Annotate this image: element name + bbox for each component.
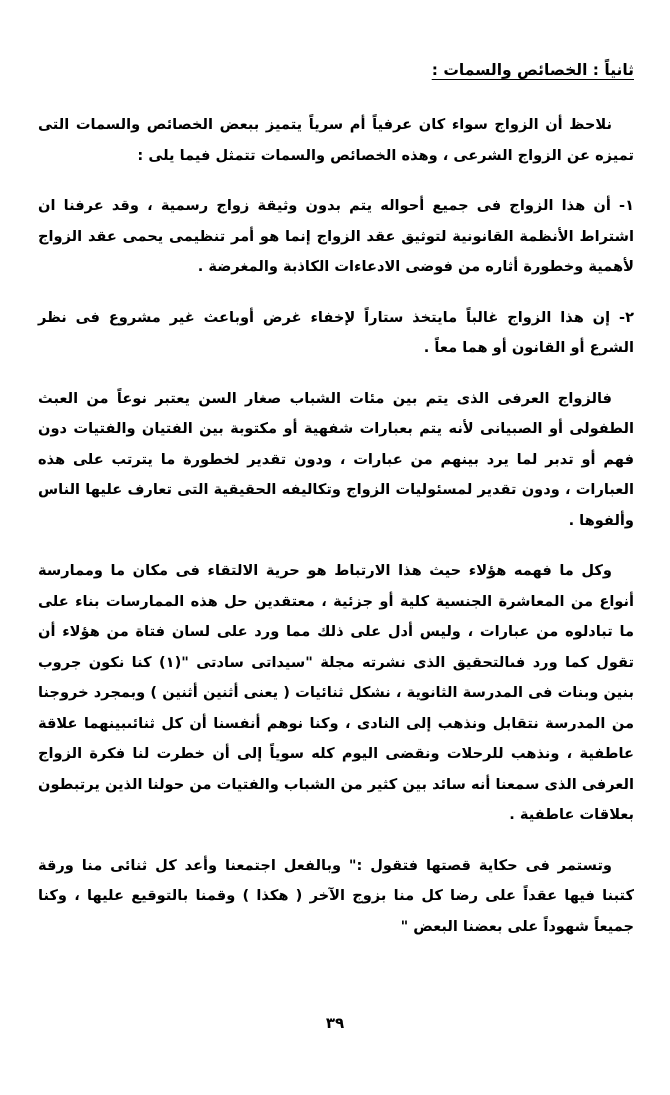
paragraph-point-1: ١- أن هذا الزواج فى جميع أحواله يتم بدون وثيقة زواج رسمية ، وقد عرفنا ان اشتراط الأنظمة القانونية لتوثيق عقد الزواج إنما هو أمر تنظيمى يحمى عقد الزواج لأهمية وخطورة أثاره من فوضى الادعاءات الكاذبة والمغرضة .	[38, 197, 634, 275]
paragraph-point-2: ٢- إن هذا الزواج غالباً مايتخذ ستاراً لإخفاء غرض أوباعث غير مشروع فى نظر الشرع أو القانون أو هما معاً .	[38, 308, 634, 356]
paragraph-intro: نلاحظ أن الزواج سواء كان عرفياً أم سرياً يتميز ببعض الخصائص والسمات التى تميزه عن الزواج الشرعى ، وهذه الخصائص والسمات تتمثل فيما يلى :	[38, 116, 634, 164]
paragraph-customary-marriage: فالزواج العرفى الذى يتم بين مئات الشباب صغار السن يعتبر نوعاً من العبث الطفولى أو الصبيانى لأنه يتم بعبارات شفهية أو مكتوبة بين الفتيان والفتيات دون فهم أو تدبر لما يرد بينهم من عبارات ، ودون تقدير لخطورة ما يترتب على هذه العبارات ، ودون تقدير لمسئوليات الزواج وتكاليفه الحقيقية التى تعارف عليها الناس وألفوها .	[38, 389, 634, 529]
paragraph-testimony: وكل ما فهمه هؤلاء حيث هذا الارتباط هو حرية الالتقاء فى مكان ما وممارسة أنواع من المعاشرة الجنسية كلية أو جزئية ، معتقدين حل هذه الممارسات بناء على ما تبادلوه من عبارات ، وليس أدل على ذلك مما ورد على لسان فتاة من هؤلاء أن تقول كما ورد فىالتحقيق الذى نشرته مجلة "سيداتى سادتى "(١) كنا نكون جروب بنين وبنات فى المدرسة الثانوية ، نشكل ثنائيات ( يعنى أثنين أثنين ) وبمجرد خروجنا من المدرسة نتقابل ونذهب إلى النادى ، وكنا نوهم أنفسنا أن كل ثنائىبينهما علاقة عاطفية ، ونذهب للرحلات ونقضى اليوم كله سوياً إلى أن خطرت لنا فكرة الزواج العرفى الذى سمعنا أنه سائد بين كثير من الشباب والفتيات من حولنا الذين يرتبطون بعلاقات عاطفية .	[38, 562, 634, 823]
page-number: ٣٩	[325, 1014, 345, 1032]
paragraph-story: وتستمر فى حكاية قصتها فتقول :" وبالفعل اجتمعنا وأعد كل ثنائى منا ورقة كتبنا فيها عقداً على رضا كل منا بزوج الآخر ( هكذا ) وقمنا بالتوقيع عليها ، وكنا جميعاً شهوداً على بعضنا البعض "	[38, 856, 634, 935]
section-heading: ثانياً : الخصائص والسمات :	[431, 61, 634, 79]
document-page	[38, 58, 634, 962]
